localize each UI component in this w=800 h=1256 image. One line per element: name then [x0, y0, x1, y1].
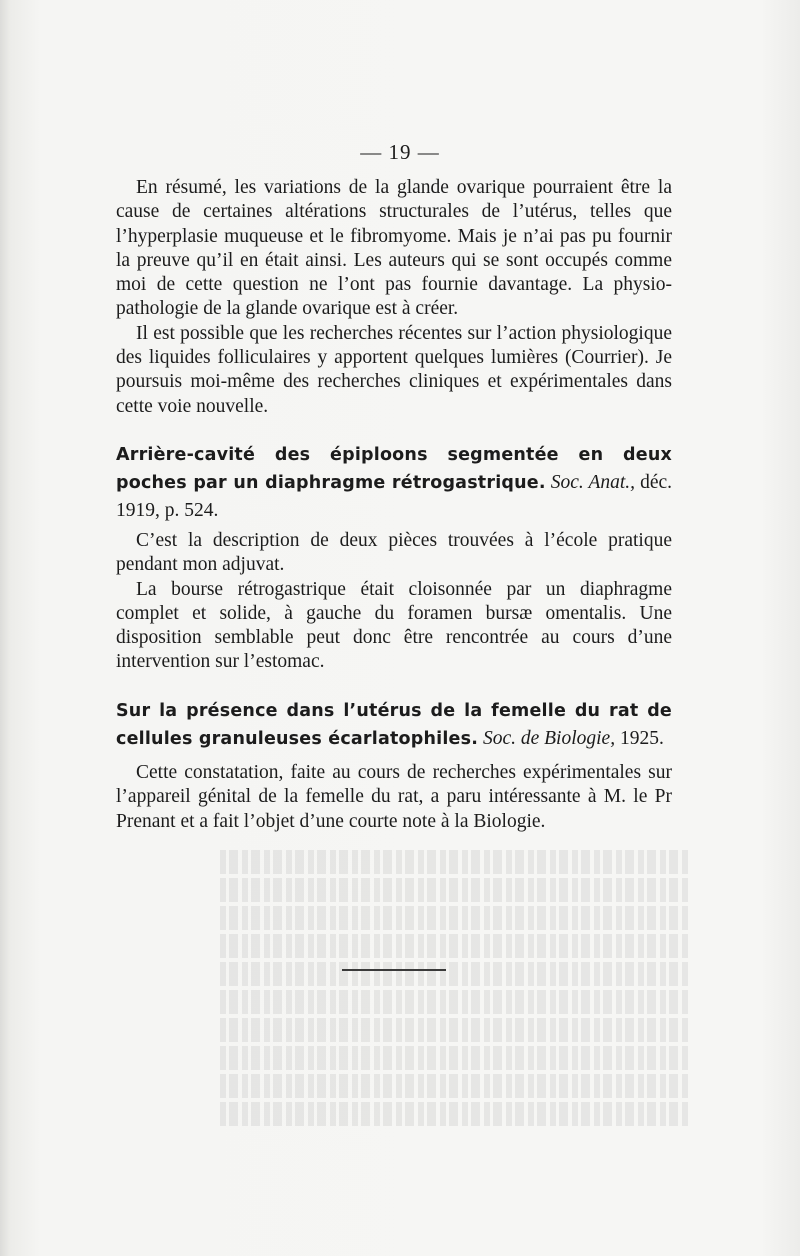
section-citation: 1925.	[615, 728, 664, 749]
summary-section	[116, 176, 672, 419]
end-rule	[342, 969, 446, 971]
section-body	[116, 761, 672, 834]
show-through-text	[220, 850, 690, 1150]
section-heading	[116, 697, 672, 753]
body-paragraph: La bourse rétrogastrique était cloisonnée par un diaphragme complet et solide, à gauche du foramen bursæ omentalis. Une disposition semblable peut donc être rencontrée au cours d’une intervention sur l’estomac.	[116, 578, 672, 673]
section-citation: déc. 1919, p. 524.	[116, 472, 672, 521]
body-paragraph: Cette constatation, faite au cours de recherches expérimentales sur l’appareil génital de la femelle du rat, a paru intéressante à M. le Pr Prenant et a fait l’objet d’une courte note à la Biologie.	[116, 762, 672, 832]
page-number: — 19 —	[360, 140, 440, 164]
section-body	[116, 529, 672, 675]
section-source: Soc. Anat.,	[550, 472, 636, 493]
body-paragraph: C’est la description de deux pièces trouvées à l’école pratique pendant mon adjuvat.	[116, 530, 672, 576]
section-heading	[116, 441, 672, 524]
section-title: Arrière-cavité des épiploons segmentée en deux poches par un diaphragme rétrogastrique.	[116, 445, 672, 493]
section-title: Sur la présence dans l’utérus de la femelle du rat de cellules granuleuses écarlatophiles.	[116, 701, 672, 749]
section-source: Soc. de Biologie,	[482, 728, 616, 749]
summary-paragraph: En résumé, les variations de la glande ovarique pourraient être la cause de certaines altérations structurales de l’utérus, telles que l’hyperplasie muqueuse et le fibromyome. Mais je n’ai pas pu fournir la preuve qu’il en était ainsi. Les auteurs qui se sont occupés comme moi de cette question ne l’ont pas fournie davantage. La physio-pathologie de la glande ovarique est à créer.	[116, 177, 672, 320]
summary-paragraph: Il est possible que les recherches récentes sur l’action physiologique des liquides folliculaires y apportent quelques lumières (Courrier). Je poursuis moi-même des recherches cliniques et expérimentales dans cette voie nouvelle.	[116, 322, 672, 417]
